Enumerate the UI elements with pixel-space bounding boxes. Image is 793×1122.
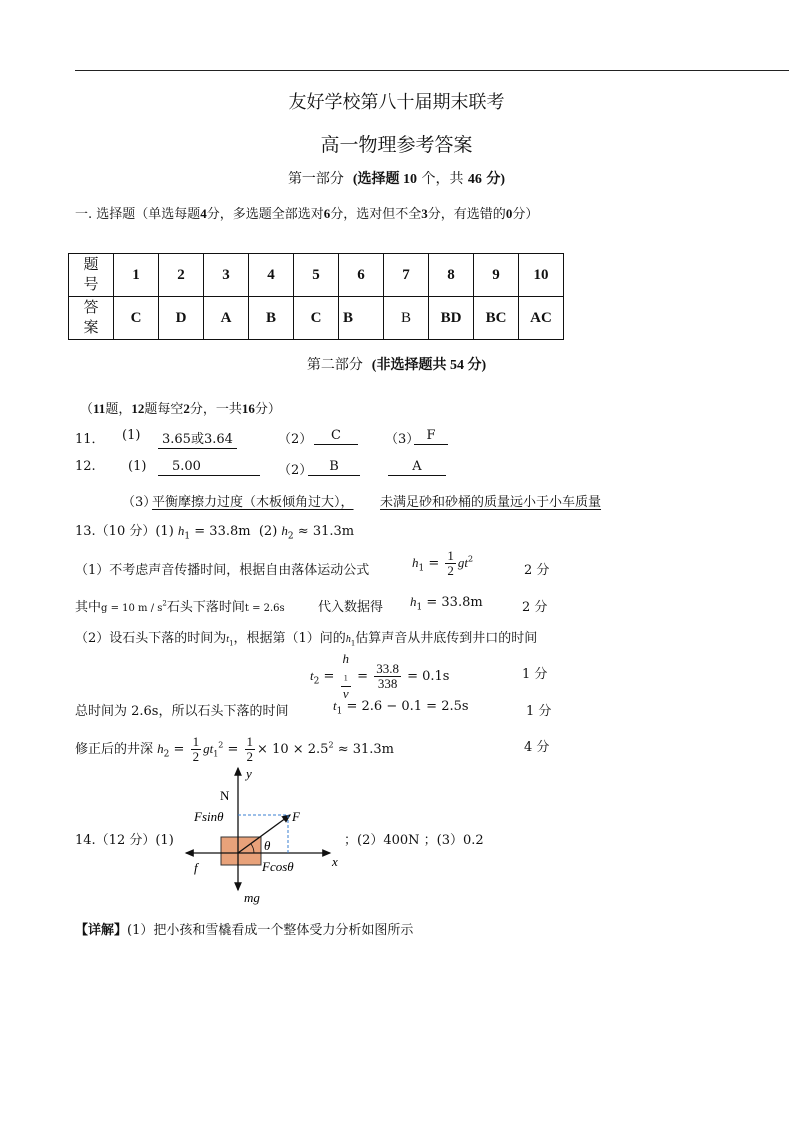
- q11-part1-label: (1): [122, 428, 141, 443]
- question-number: 3: [204, 254, 249, 297]
- q13-step6-score: 4 分: [524, 740, 550, 755]
- question-number: 7: [384, 254, 429, 297]
- question-number: 8: [429, 254, 474, 297]
- answer-table: [68, 253, 564, 340]
- q13-step1-text: （1）不考虑声音传播时间，根据自由落体运动公式: [75, 563, 370, 578]
- answer-cell: BD: [429, 297, 474, 340]
- label-f: f: [194, 860, 198, 875]
- answer-cell: AC: [519, 297, 564, 340]
- part2-note: （11题，12题每空2分，一共16分）: [80, 401, 281, 417]
- label-mg: mg: [244, 890, 260, 905]
- q13-step5-formula: $t_1 = 2.6 - 0.1 = 2.5s$: [333, 698, 469, 717]
- q12-part2-label: （2）: [278, 463, 313, 478]
- q11-part3-label: （3）: [385, 432, 420, 447]
- question-number: 4: [249, 254, 294, 297]
- answer-table-answer-row: [69, 297, 564, 340]
- q13-step2-text-c: 代入数据得: [318, 600, 384, 615]
- q13-step2-line: 其中g = 10 m / $s^2$石头下落时间t = 2.6s: [75, 599, 285, 615]
- answer-cell: D: [159, 297, 204, 340]
- q13-step4-score: 1 分: [522, 667, 548, 682]
- question-number: 10: [519, 254, 564, 297]
- q11-number: 11．: [75, 432, 105, 447]
- q13-step3-line: （2）设石头下落的时间为$t_1$，根据第（1）问的$h_1$估算声音从井底传到井口的时间: [75, 631, 538, 648]
- q12-part1-label: (1): [128, 459, 147, 474]
- label-Fsin: Fsinθ: [194, 809, 224, 824]
- number-row-label: 题 号: [69, 254, 114, 297]
- part2-title: 第二部分 (非选择题共 54 分): [306, 357, 487, 373]
- q13-step5-score: 1 分: [526, 704, 552, 719]
- question-number: 9: [474, 254, 519, 297]
- subject-title: 高一物理参考答案: [320, 134, 473, 156]
- answer-cell: C: [114, 297, 159, 340]
- label-x: x: [332, 854, 338, 869]
- q13-step2-score: 2 分: [522, 600, 548, 615]
- q13-step4-formula: $t_2$ = h $_1$ v = $\frac{33.8}{338}$ = 0.1s: [310, 651, 450, 701]
- q14-detail: 【详解】(1）把小孩和雪橇看成一个整体受力分析如图所示: [75, 922, 414, 938]
- question-number: 5: [294, 254, 339, 297]
- q13-step6-line: 修正后的井深 $h_2$ = $\frac{1}{2}$ $gt_1^2$ = $\frac{1}{2}$ × $10 \times 2.5^2 \approx 31.3m$: [75, 734, 394, 764]
- school-title: 友好学校第八十届期末联考: [288, 92, 505, 113]
- q13-step5-text: 总时间为 2.6s，所以石头下落的时间: [75, 704, 289, 719]
- question-number: 1: [114, 254, 159, 297]
- answer-cell: B: [339, 297, 384, 340]
- label-theta: θ: [264, 838, 271, 853]
- q14-tail: ；(2）400N ；(3）0.2: [344, 833, 484, 848]
- q11-answer1: 3.65或3.64: [158, 428, 237, 449]
- label-N: N: [220, 788, 230, 803]
- answer-row-label: 答 案: [69, 297, 114, 340]
- label-Fcos: Fcosθ: [262, 859, 294, 874]
- part1-title: 第一部分 (选择题 10 个，共 46 分): [287, 171, 506, 187]
- q11-answer3: F: [414, 428, 448, 445]
- force-diagram: [180, 762, 350, 910]
- answer-table-number-row: [69, 254, 564, 297]
- label-F: F: [292, 809, 300, 824]
- label-y: y: [246, 766, 252, 781]
- q12-number: 12.: [75, 459, 96, 474]
- answer-cell: C: [294, 297, 339, 340]
- q13-step1-score: 2 分: [524, 563, 550, 578]
- q12-answer3a: 平衡摩擦力过度（木板倾角过大），: [152, 495, 354, 510]
- q11-answer2: C: [314, 428, 358, 445]
- question-number: 2: [159, 254, 204, 297]
- q12-answer2a: B: [308, 459, 360, 476]
- answer-cell: A: [204, 297, 249, 340]
- q13-step2-formula: $h_1 = 33.8m$: [410, 594, 483, 613]
- q11-line: [75, 428, 105, 447]
- answer-cell: B: [384, 297, 429, 340]
- q13-step1-formula: $h_1$ = $\frac{1}{2}$ $gt^2$: [412, 548, 474, 578]
- q14-heading: 14.（12 分）(1): [75, 833, 174, 848]
- header-rule: [75, 70, 789, 71]
- answer-cell: B: [249, 297, 294, 340]
- q12-part3-label: （3）: [122, 495, 157, 510]
- answer-cell: BC: [474, 297, 519, 340]
- q13-heading: 13.（10 分）(1) $h_1 = 33.8m$ (2) $h_2 \approx 31.3m$: [75, 523, 355, 542]
- q12-answer3b: 未满足砂和砂桶的质量远小于小车质量: [380, 495, 602, 510]
- q11-part2-label: （2）: [278, 432, 313, 447]
- q12-answer1: 5.00: [158, 459, 260, 476]
- question-number: 6: [339, 254, 384, 297]
- part1-instruction: 一. 选择题（单选每题4分，多选题全部选对6分，选对但不全3分，有选错的0分）: [75, 206, 539, 222]
- q12-answer2b: A: [388, 459, 446, 476]
